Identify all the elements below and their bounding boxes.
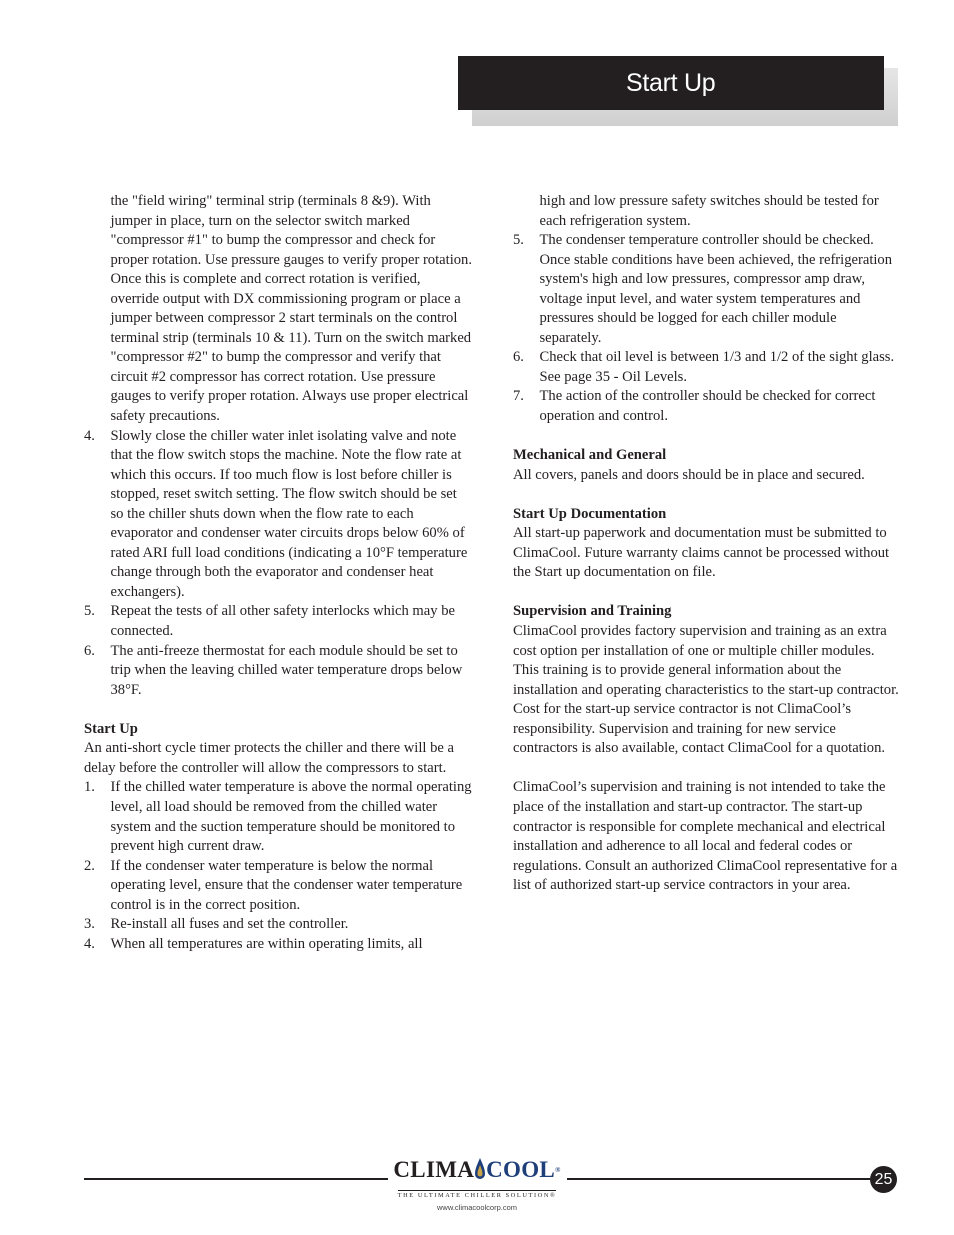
logo-tagline: THE ULTIMATE CHILLER SOLUTION® (397, 1192, 557, 1199)
list-item (513, 231, 901, 348)
list-item (84, 857, 472, 916)
list-text: Slowly close the chiller water inlet isolating valve and note that the flow switch stops the machine. Note the flow rate at which this occurs. If too much flow is lost before chiller is stopped, reset switch setting. The flow switch should be set so the chiller shuts down when the flow rate to each evaporator and condenser water circuits drops below 60% of rated ARI full load conditions (indicating a 10°F temperature change through both the evaporator and condenser heat exchangers). (110, 427, 468, 600)
supervision-text-1: ClimaCool provides factory supervision and training as an extra cost option per installation of one or multiple chiller modules. This training is to provide general information about the installation and operating characteristics to the start-up contractor. Cost for the start-up service contractor is not ClimaCool’s responsibility. Supervision and training for new service contractors is also available, contact ClimaCool for a quotation. (513, 623, 899, 757)
list-text: Check that oil level is between 1/3 and 1/2 of the sight glass. See page 35 - Oil Levels. (539, 349, 895, 385)
list-item (513, 387, 901, 426)
list-number: 5. (513, 232, 524, 249)
list-item (84, 427, 472, 603)
list-item (84, 642, 472, 701)
list-item (84, 915, 472, 935)
documentation-text: All start-up paperwork and documentation must be submitted to ClimaCool. Future warranty claims cannot be processed without the Start up documentation on file. (513, 525, 890, 581)
list-text: If the condenser water temperature is below the normal operating level, ensure that the condenser water temperature control is in the correct position. (110, 857, 463, 913)
startup-heading: Start Up (84, 720, 138, 737)
list-number: 3. (84, 916, 95, 933)
list-text: The condenser temperature controller should be checked. Once stable conditions have been achieved, the refrigeration system's high and low pressures, compressor amp draw, voltage input level, and water system temperatures and pressures should be logged for each chiller module separately. (539, 232, 893, 346)
mechanical-text: All covers, panels and doors should be in place and secured. (513, 466, 865, 483)
section-header (458, 56, 884, 110)
list-text: Repeat the tests of all other safety interlocks which may be connected. (110, 603, 455, 640)
list-text: The action of the controller should be checked for correct operation and control. (539, 388, 876, 425)
list-number: 6. (513, 349, 524, 366)
logo-text-right: COOL (486, 1157, 556, 1182)
list-number: 4. (84, 935, 95, 952)
paragraph-continuation: the "field wiring" terminal strip (terminals 8 &9). With jumper in place, turn on the selector switch marked "compressor #1" to bump the compressor and check for proper rotation. Use pressure gauges to verify proper rotation. Once this is complete and correct rotation is verified, override output with DX commissioning program or place a jumper between compressor 2 start terminals on the control terminal strip (terminals 10 & 11). Turn on the switch marked "compressor #2" to bump the compressor and verify that circuit #2 compressor has correct rotation. Use pressure gauges to verify proper rotation. Always use proper electrical safety precautions. (110, 193, 472, 425)
supervision-text-2: ClimaCool’s supervision and training is not intended to take the place of the installation and start-up contractor. The start-up contractor is responsible for complete mechanical and electrical installation and adherence to all local and federal codes or regulations. Consult an authorized ClimaCool representative for a list of authorized start-up service contractors in your area. (513, 779, 898, 894)
right-column (513, 192, 901, 896)
section-title: Start Up (626, 69, 716, 97)
list-text: When all temperatures are within operating limits, all (110, 935, 423, 952)
list-number: 6. (84, 642, 95, 659)
list-text: Re-install all fuses and set the controller. (110, 916, 349, 933)
list-item (84, 778, 472, 856)
documentation-heading: Start Up Documentation (513, 505, 667, 522)
mechanical-heading: Mechanical and General (513, 447, 667, 464)
list-number: 1. (84, 779, 95, 796)
logo-drop-icon (474, 1157, 486, 1183)
logo-text-left: CLIMA (393, 1157, 475, 1182)
paragraph-continuation: high and low pressure safety switches should be tested for each refrigeration system. (539, 193, 879, 229)
list-text: The anti-freeze thermostat for each module should be set to trip when the leaving chilled water temperature drops below 38°F. (110, 642, 463, 698)
climacool-logo (392, 1156, 562, 1202)
website-url: www.climacoolcorp.com (436, 1203, 518, 1212)
logo-registered-mark: ® (555, 1166, 561, 1174)
startup-intro: An anti-short cycle timer protects the chiller and there will be a delay before the controller will allow the compressors to start. (84, 740, 454, 776)
list-number: 5. (84, 603, 95, 620)
list-number: 2. (84, 857, 95, 874)
footer-rule-right (567, 1178, 873, 1180)
list-item (513, 348, 901, 387)
list-number: 7. (513, 388, 524, 405)
footer-rule-left (84, 1178, 388, 1180)
list-text: If the chilled water temperature is above the normal operating level, all load should be removed from the chilled water system and the suction temperature should be monitored to prevent high current draw. (110, 779, 472, 855)
left-column (84, 192, 472, 954)
list-item (84, 602, 472, 641)
list-item (84, 935, 472, 955)
page-number: 25 (870, 1166, 897, 1193)
supervision-heading: Supervision and Training (513, 603, 672, 620)
list-number: 4. (84, 427, 95, 444)
